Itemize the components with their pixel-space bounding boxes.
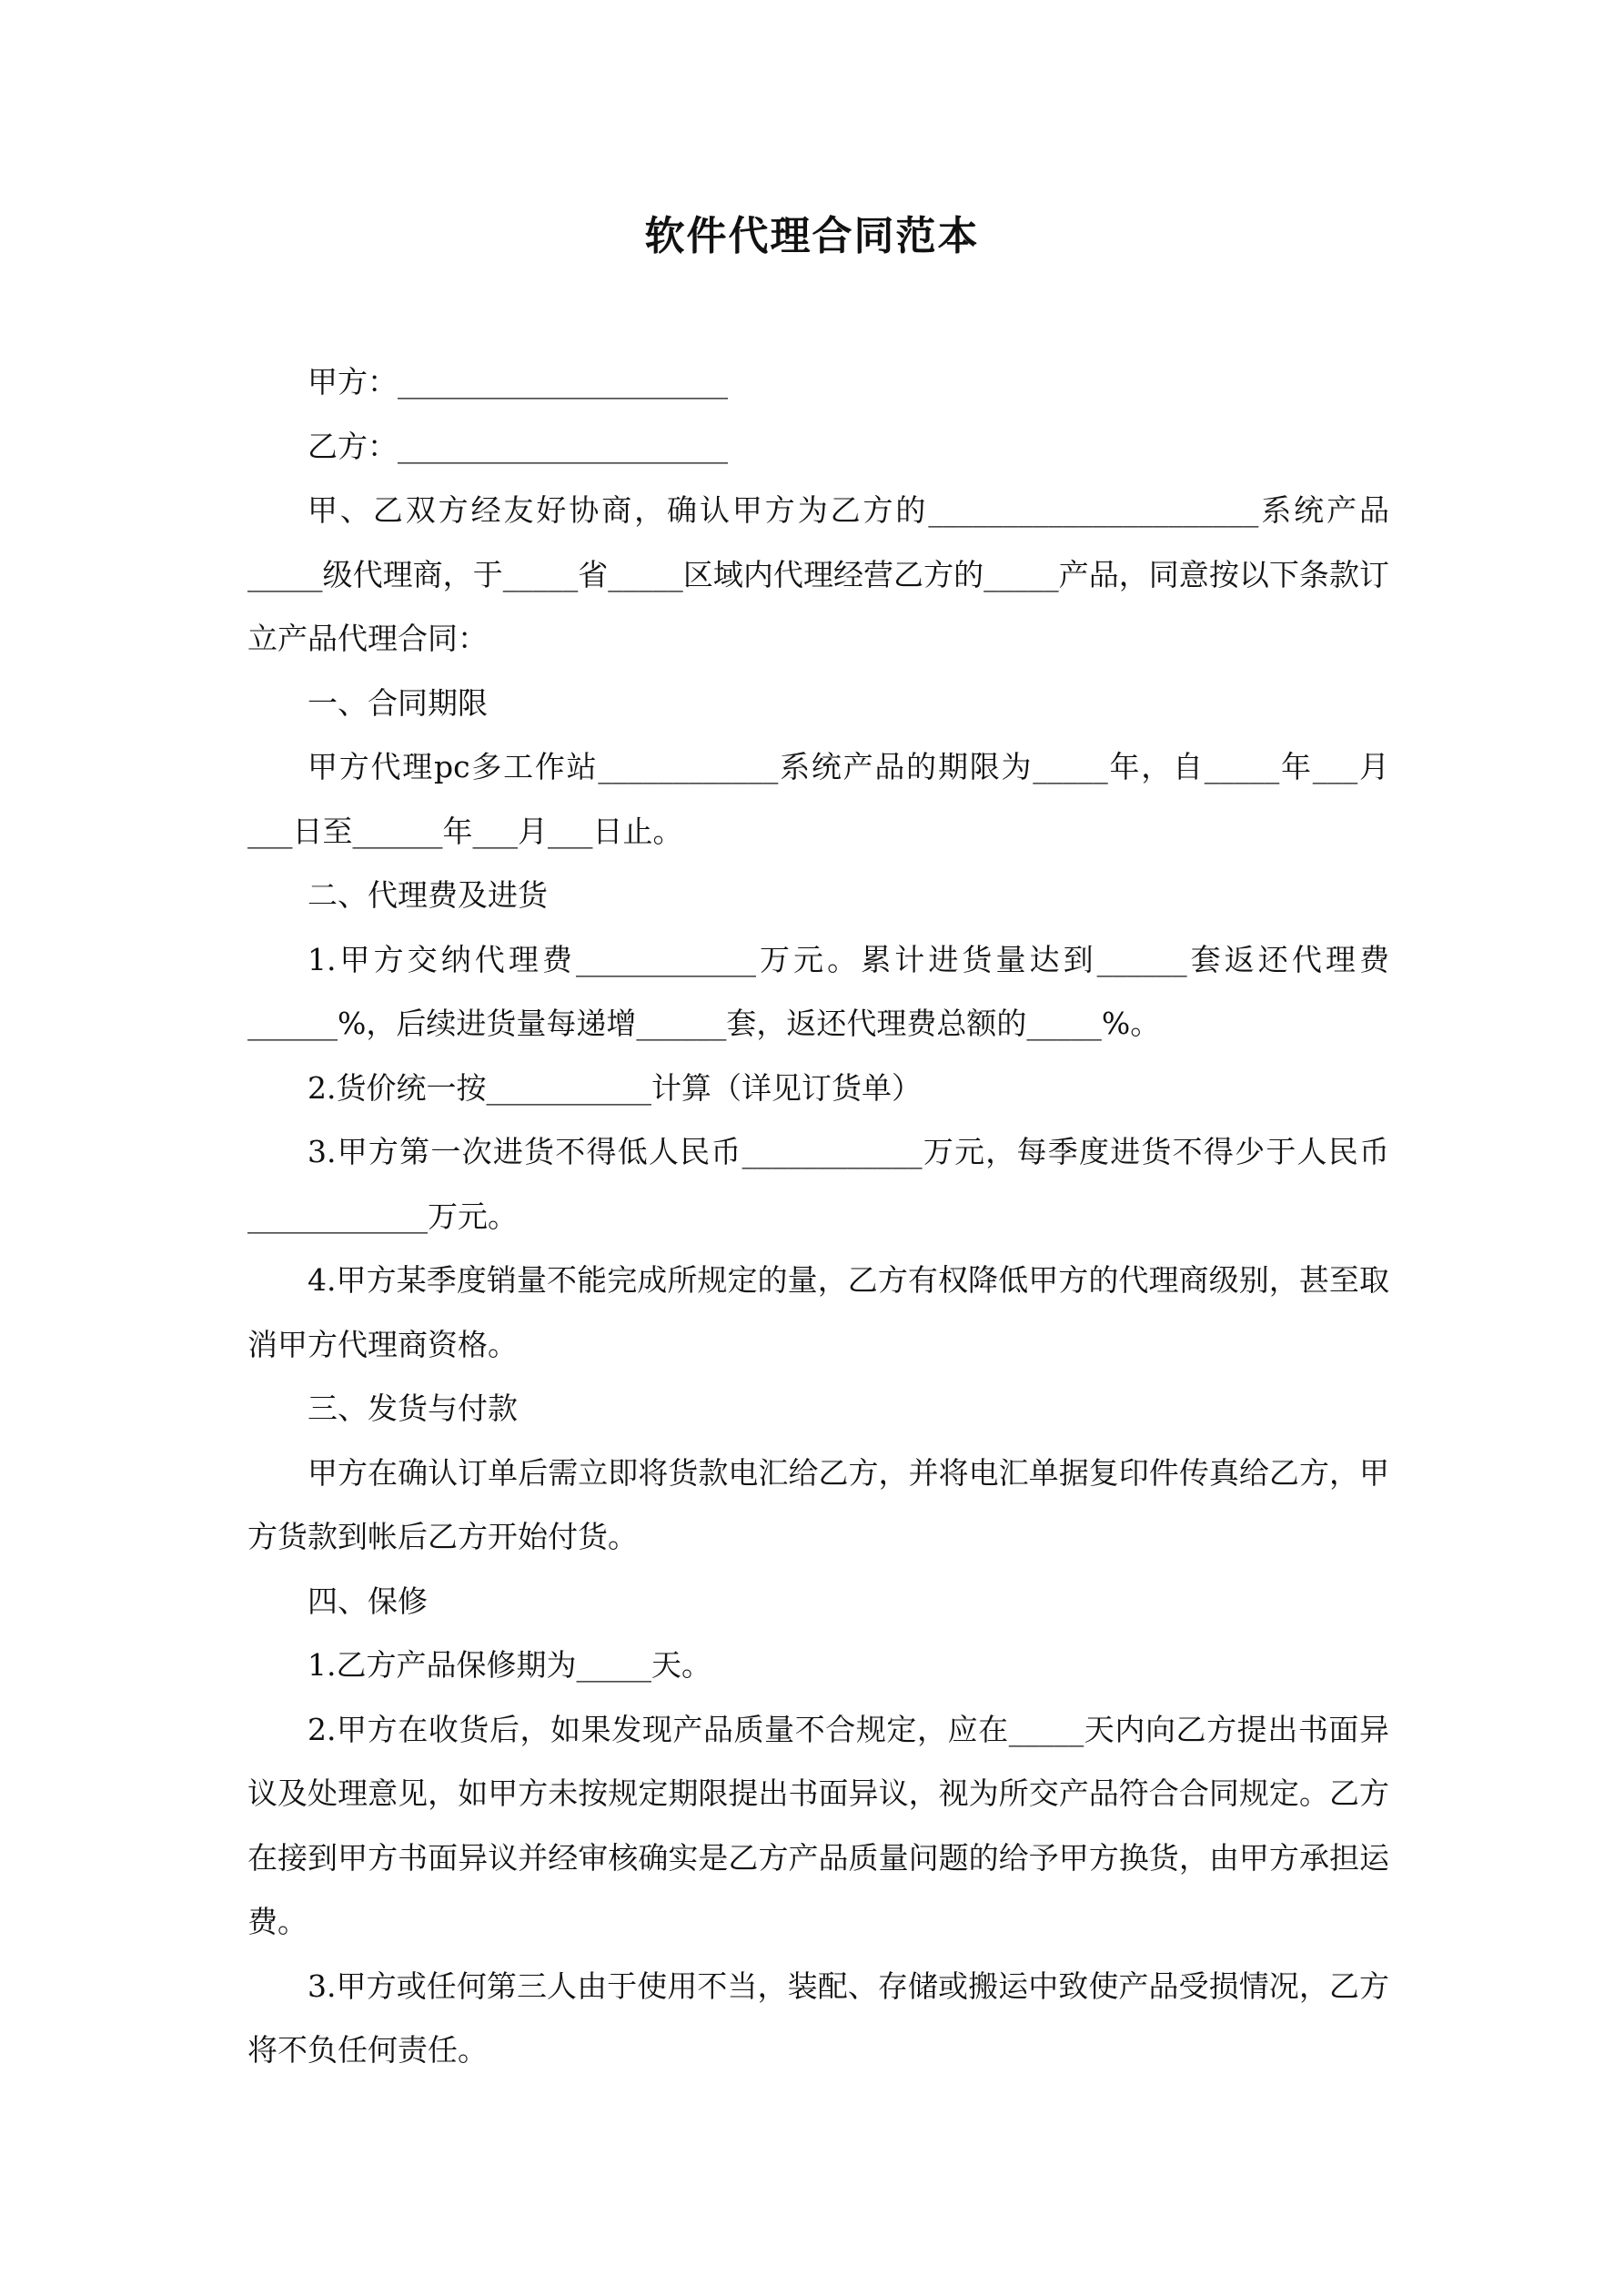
fees-clause-3: 3.甲方第一次进货不得低人民币____________万元，每季度进货不得少于人民币____________万元。 <box>247 1134 1389 1234</box>
fees-clause-2: 2.货价统一按___________计算（详见订货单） <box>308 1069 922 1106</box>
warranty-clause-3: 3.甲方或任何第三人由于使用不当，装配、存储或搬运中致使产品受损情况，乙方将不负任何责任。 <box>247 1967 1389 2068</box>
fees-clause-1: 1.甲方交纳代理费____________万元。累计进货量达到______套返还代理费______%，后续进货量每递增______套，返还代理费总额的_____%。 <box>247 941 1389 1041</box>
section-heading-term: 一、合同期限 <box>308 684 488 721</box>
delivery-paragraph: 甲方在确认订单后需立即将货款电汇给乙方，并将电汇单据复印件传真给乙方，甲方货款到帐后乙方开始付货。 <box>247 1454 1389 1554</box>
term-paragraph: 甲方代理pc多工作站____________系统产品的期限为_____年，自_____年___月___日至______年___月___日止。 <box>247 749 1389 849</box>
document-title: 软件代理合同范本 <box>644 213 980 259</box>
warranty-clause-2: 2.甲方在收货后，如果发现产品质量不合规定，应在_____天内向乙方提出书面异议及处理意见，如甲方未按规定期限提出书面异议，视为所交产品符合合同规定。乙方在接到甲方书面异议并经审核确实是乙方产品质量问题的给予甲方换货，由甲方承担运费。 <box>247 1711 1389 1939</box>
intro-paragraph: 甲、乙双方经友好协商，确认甲方为乙方的______________________系统产品_____级代理商，于_____省_____区域内代理经营乙方的_____产品，同意按以下条款订立产品代理合同： <box>247 492 1389 656</box>
section-heading-fees: 二、代理费及进货 <box>308 877 548 913</box>
document-body <box>247 350 1389 2083</box>
fees-clause-4: 4.甲方某季度销量不能完成所规定的量，乙方有权降低甲方的代理商级别，甚至取消甲方代理商资格。 <box>247 1262 1389 1362</box>
section-heading-delivery: 三、发货与付款 <box>308 1391 518 1426</box>
party-b-line: 乙方：______________________ <box>308 428 728 464</box>
warranty-clause-1: 1.乙方产品保修期为_____天。 <box>308 1647 711 1683</box>
section-heading-warranty: 四、保修 <box>308 1583 428 1619</box>
party-a-line: 甲方：______________________ <box>308 364 728 400</box>
